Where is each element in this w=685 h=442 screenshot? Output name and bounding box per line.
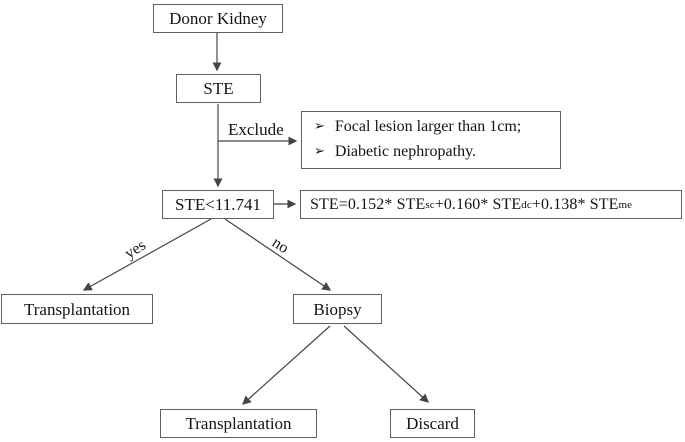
node-ste-threshold-decision: STE<11.741 <box>162 190 274 219</box>
branch-label-no: no <box>268 234 292 258</box>
node-transplantation-yes: Transplantation <box>1 294 153 324</box>
formula-segment: +0.138* STE <box>531 195 619 213</box>
exclude-connector-label: Exclude <box>228 120 284 139</box>
formula-box: STE=0.152* STE sc +0.160* STE dc +0.138* STE me <box>300 190 682 219</box>
branch-label-yes: yes <box>121 236 149 263</box>
arrow-decision-yes-to-transplantation <box>84 219 211 290</box>
node-donor-kidney: Donor Kidney <box>153 4 283 33</box>
node-discard: Discard <box>390 409 475 438</box>
node-ste: STE <box>176 74 261 103</box>
exclusion-item-text: Focal lesion larger than 1cm; <box>334 118 522 136</box>
exclusion-item <box>314 140 476 165</box>
node-transplantation-after-biopsy: Transplantation <box>160 409 317 438</box>
arrow-biopsy-to-transplantation <box>243 326 330 404</box>
formula-segment: +0.160* STE <box>434 195 522 213</box>
formula-segment: STE=0.152* STE <box>310 195 426 213</box>
exclusion-item <box>314 115 521 140</box>
exclusion-item-text: Diabetic nephropathy. <box>334 143 477 160</box>
node-biopsy: Biopsy <box>293 294 382 324</box>
arrow-bullet-icon: ➢ <box>314 118 325 134</box>
exclusion-criteria-box <box>301 111 561 169</box>
arrow-biopsy-to-discard <box>344 326 428 402</box>
arrow-bullet-icon: ➢ <box>314 143 325 158</box>
